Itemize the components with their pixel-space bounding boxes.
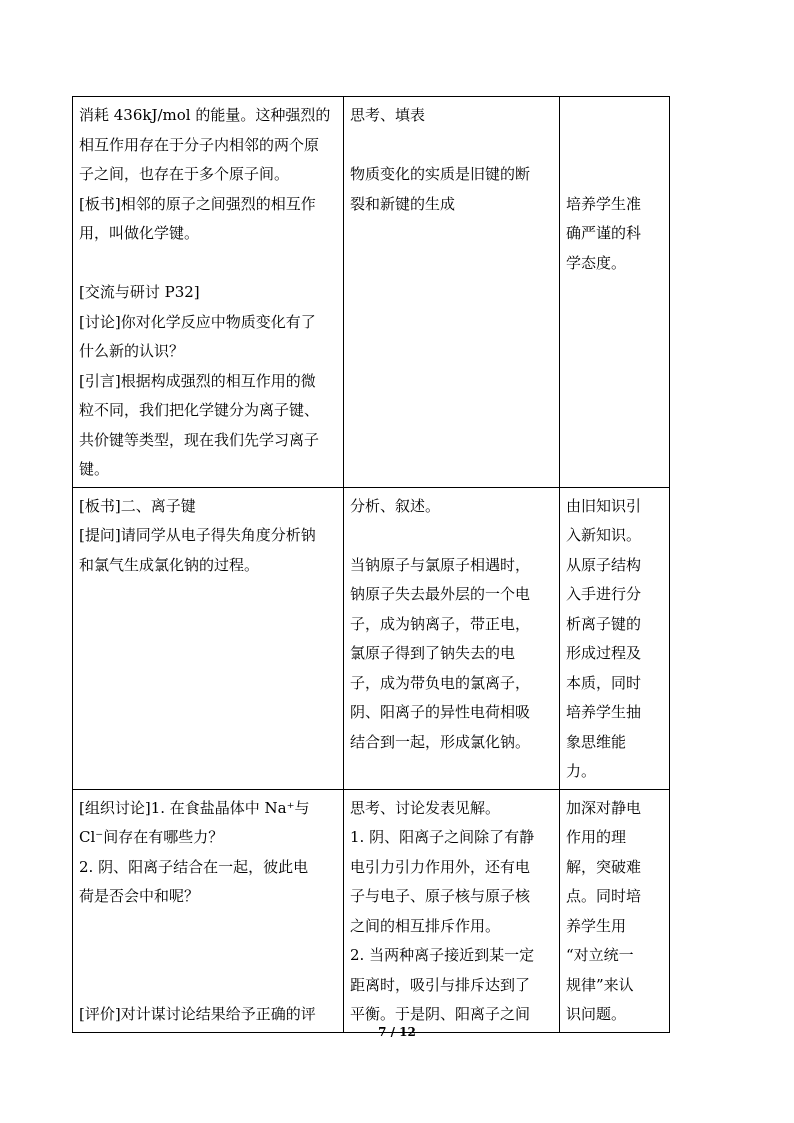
text-line: 养学生用: [566, 916, 627, 935]
text-line: 分析、叙述。: [350, 496, 441, 515]
text-line: [组织讨论]1. 在食盐晶体中 Na⁺与: [79, 798, 310, 817]
text-line: 作用的理: [566, 828, 627, 846]
text-line: 子之间，也存在于多个原子间。: [79, 165, 290, 183]
text-line: 平衡。于是阴、阳离子之间: [350, 1005, 531, 1023]
text-line: 子，成为钠离子，带正电，: [350, 614, 531, 633]
text-line: [板书]二、离子键: [79, 496, 196, 515]
text-line: 识问题。: [566, 1005, 627, 1023]
text-line: [讨论]你对化学反应中物质变化有了: [79, 312, 316, 331]
text-line: [350, 131, 553, 161]
design-intent-cell: [560, 97, 670, 488]
text-line: 培养学生准: [566, 194, 642, 213]
text-line: 相互作用存在于分子内相邻的两个原: [79, 135, 320, 154]
lesson-plan-table: [72, 96, 670, 1033]
page-number: 7 / 12: [378, 1025, 416, 1039]
text-line: 子，成为带负电的氯离子，: [350, 673, 531, 692]
text-line: 培养学生抽: [566, 703, 642, 721]
text-line: [79, 249, 337, 279]
text-line: 思考、讨论发表见解。: [350, 798, 501, 817]
text-line: 点。同时培: [566, 887, 642, 905]
design-intent-cell: [560, 789, 670, 1032]
text-line: 2. 阴、阳离子结合在一起，彼此电: [79, 857, 309, 876]
text-line: 力。: [566, 762, 597, 780]
text-line: [79, 941, 337, 971]
text-line: 钠原子失去最外层的一个电: [350, 585, 531, 603]
text-line: 思考、填表: [350, 106, 426, 124]
text-line: 当钠原子与氯原子相遇时，: [350, 555, 531, 574]
text-line: 用，叫做化学键。: [79, 224, 200, 242]
text-line: [引言]根据构成强烈的相互作用的微: [79, 371, 316, 390]
student-activity-cell: [344, 97, 560, 488]
text-line: [566, 101, 663, 131]
text-line: 氯原子得到了钠失去的电: [350, 644, 516, 662]
text-line: 裂和新键的生成: [350, 194, 456, 213]
text-line: 加深对静电: [566, 798, 642, 817]
student-activity-cell: [344, 789, 560, 1032]
teacher-activity-cell: [73, 789, 344, 1032]
text-line: 电引力引力作用外，还有电: [350, 857, 531, 876]
text-line: 子与电子、原子核与原子核: [350, 887, 531, 905]
text-line: 共价键等类型，现在我们先学习离子: [79, 430, 320, 449]
text-line: 什么新的认识？: [79, 342, 185, 360]
text-line: 入手进行分: [566, 585, 642, 603]
text-line: 粒不同，我们把化学键分为离子键、: [79, 401, 320, 419]
text-line: [350, 521, 553, 551]
text-line: [79, 912, 337, 942]
text-line: 析离子键的: [566, 614, 642, 633]
table-row: [73, 97, 670, 488]
text-line: 2. 当两种离子接近到某一定: [350, 946, 535, 964]
text-line: 解，突破难: [566, 857, 642, 876]
text-line: 确严谨的科: [566, 224, 642, 242]
text-line: 规律”来认: [566, 975, 634, 994]
text-line: Cl⁻间存在有哪些力？: [79, 828, 224, 846]
design-intent-cell: [560, 487, 670, 789]
text-line: 从原子结构: [566, 555, 642, 574]
text-line: [提问]请同学从电子得失角度分析钠: [79, 526, 316, 544]
text-line: 学态度。: [566, 253, 627, 272]
text-line: [566, 160, 663, 190]
text-line: [交流与研讨 P32]: [79, 283, 200, 301]
table-row: [73, 789, 670, 1032]
text-line: [79, 971, 337, 1001]
text-line: 形成过程及: [566, 644, 642, 662]
table-row: [73, 487, 670, 789]
teacher-activity-cell: [73, 97, 344, 488]
text-line: [566, 131, 663, 161]
text-line: 键。: [79, 460, 110, 478]
text-line: “对立统一: [566, 946, 634, 964]
text-line: 荷是否会中和呢？: [79, 887, 200, 905]
text-line: 消耗 436kJ/mol 的能量。这种强烈的: [79, 106, 331, 124]
text-line: 距离时，吸引与排斥达到了: [350, 975, 531, 994]
text-line: 阴、阳离子的异性电荷相吸: [350, 703, 531, 721]
text-line: [评价]对计谋讨论结果给予正确的评: [79, 1005, 316, 1023]
text-line: [板书]相邻的原子之间强烈的相互作: [79, 194, 316, 213]
student-activity-cell: [344, 487, 560, 789]
text-line: 象思维能: [566, 732, 627, 751]
text-line: 本质，同时: [566, 673, 642, 692]
text-line: 之间的相互排斥作用。: [350, 916, 501, 935]
text-line: 由旧知识引: [566, 496, 642, 515]
text-line: 物质变化的实质是旧键的断: [350, 165, 531, 183]
text-line: 1. 阴、阳离子之间除了有静: [350, 828, 535, 846]
text-line: 入新知识。: [566, 526, 642, 544]
text-line: 和氯气生成氯化钠的过程。: [79, 555, 260, 574]
text-line: 结合到一起，形成氯化钠。: [350, 732, 531, 751]
teacher-activity-cell: [73, 487, 344, 789]
